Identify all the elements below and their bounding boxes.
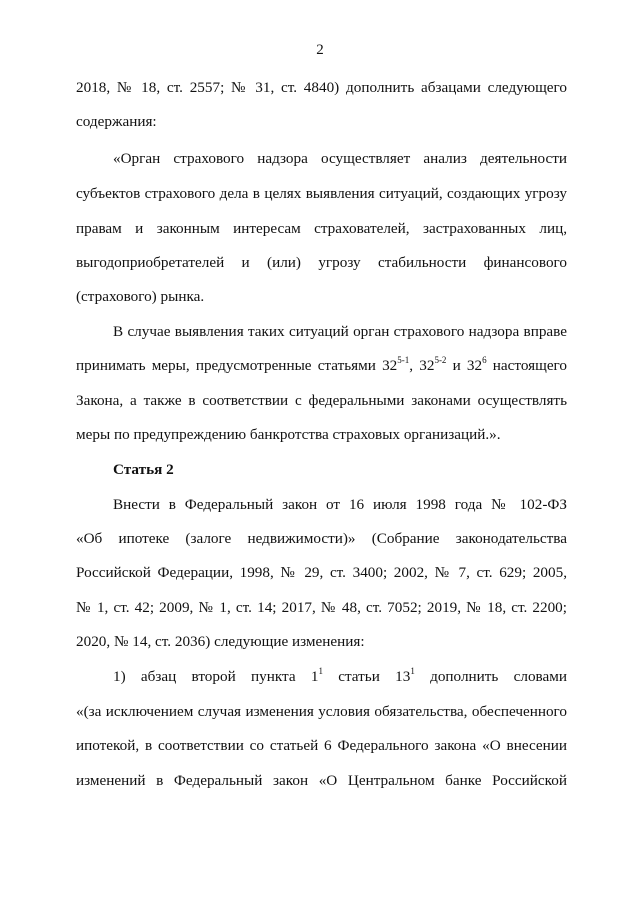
text-line: содержания: (76, 113, 157, 130)
text-line: В случае выявления таких ситуаций орган страхового надзора вправе (113, 323, 567, 340)
text-segment: и 32 (446, 357, 483, 374)
superscript: 1 (318, 665, 323, 676)
superscript: 1 (410, 665, 415, 676)
text-line: Закона, а также в соответствии с федеральными законами осуществлять (76, 392, 567, 409)
text-line-with-superscripts (76, 354, 568, 375)
text-line: субъектов страхового дела в целях выявления ситуаций, создающих угрозу (76, 185, 567, 202)
text-segment: принимать меры, предусмотренные статьями 32 (76, 357, 398, 374)
text-line: ипотекой, в соответствии со статьей 6 Федерального закона «О внесении (76, 737, 567, 754)
text-segment: статьи 13 (322, 668, 411, 685)
text-segment: настоящего (486, 357, 568, 374)
text-line: меры по предупреждению банкротства страховых организаций.». (76, 426, 501, 443)
text-segment: дополнить словами (414, 668, 568, 685)
text-segment: , 32 (409, 357, 435, 374)
text-line: «Об ипотеке (залоге недвижимости)» (Собрание законодательства (76, 530, 567, 547)
superscript: 5-2 (434, 354, 447, 365)
text-line: выгодоприобретателей и (или) угрозу стабильности финансового (76, 254, 567, 271)
text-line: (страхового) рынка. (76, 288, 205, 305)
article-heading: Статья 2 (113, 461, 174, 478)
text-line-with-superscripts (113, 665, 568, 686)
page-number: 2 (316, 42, 324, 58)
text-line: 2020, № 14, ст. 2036) следующие изменения: (76, 633, 365, 650)
superscript: 6 (482, 354, 487, 365)
text-line: Внести в Федеральный закон от 16 июля 1998 года № 102-ФЗ (113, 496, 567, 513)
text-segment: 1) абзац второй пункта 1 (113, 668, 319, 685)
text-line: № 1, ст. 42; 2009, № 1, ст. 14; 2017, № 48, ст. 7052; 2019, № 18, ст. 2200; (76, 599, 567, 616)
text-line: Российской Федерации, 1998, № 29, ст. 3400; 2002, № 7, ст. 629; 2005, (76, 564, 567, 581)
superscript: 5-1 (397, 354, 410, 365)
text-line: 2018, № 18, ст. 2557; № 31, ст. 4840) дополнить абзацами следующего (76, 79, 567, 96)
text-line: изменений в Федеральный закон «О Центральном банке Российской (76, 772, 567, 789)
text-line: «(за исключением случая изменения условия обязательства, обеспеченного (76, 703, 567, 720)
text-line: правам и законным интересам страхователей, застрахованных лиц, (76, 220, 567, 237)
text-line: «Орган страхового надзора осуществляет анализ деятельности (113, 150, 567, 167)
